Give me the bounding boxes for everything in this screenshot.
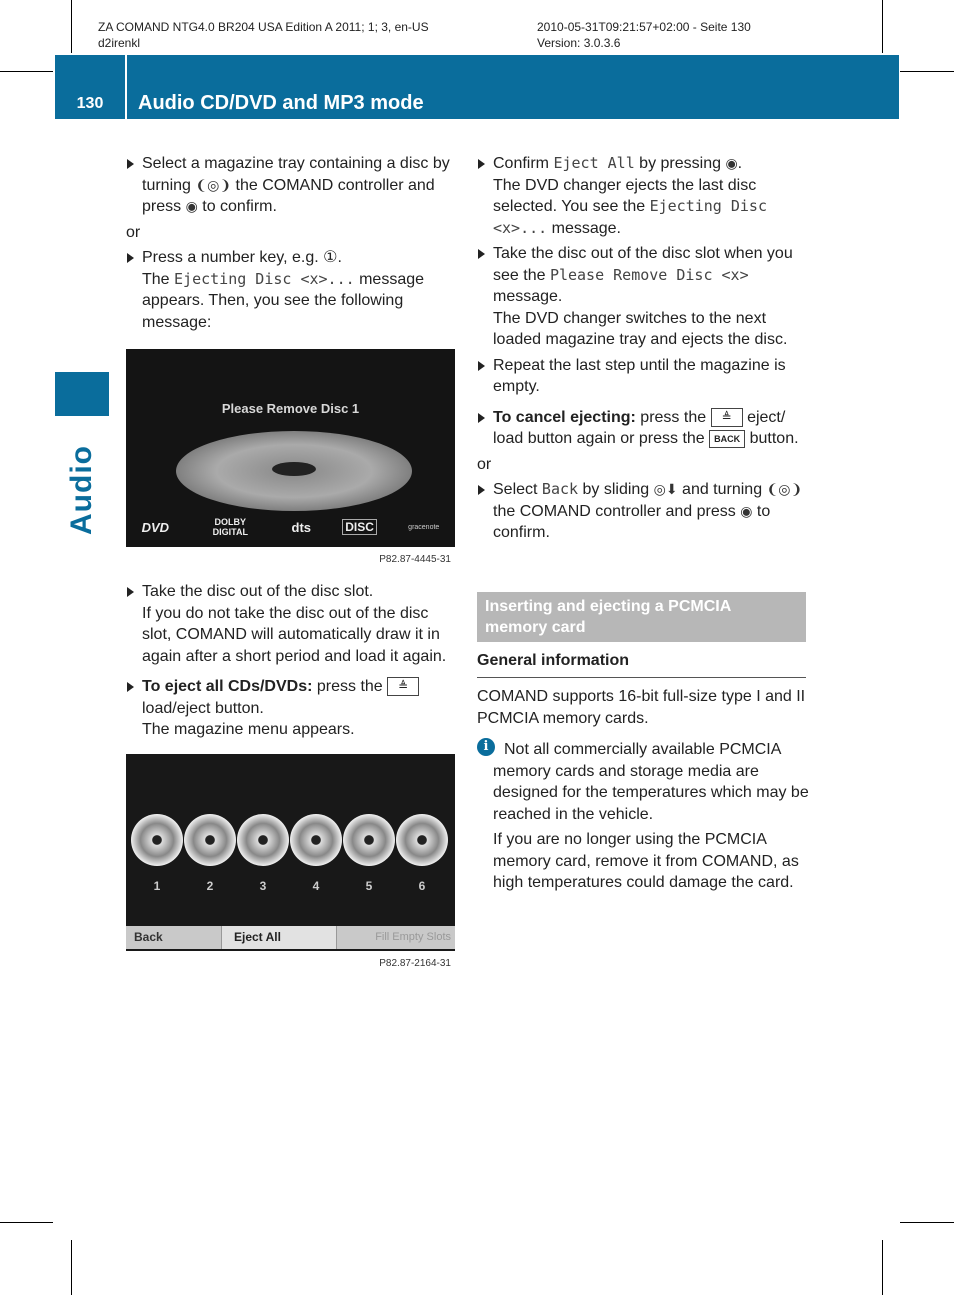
step-repeat: Repeat the last step until the magazine is empty. [477,355,811,398]
magazine-disc-icon[interactable] [290,814,342,866]
text: . [737,155,743,172]
text: The DVD changer switches to the next loaded magazine tray and ejects the disc. [493,309,788,348]
gracenote-logo: gracenote [408,523,440,531]
text: button. [745,430,799,447]
text: the COMAND controller and press [493,502,741,520]
meta-left-line1: ZA COMAND NTG4.0 BR204 USA Edition A 2011; 1; 3, en-US [98,20,429,34]
right-column-top [477,153,811,544]
text: Take the disc out of the disc slot when you see the [493,245,793,284]
text: eject/ load button again or press the [493,408,786,447]
section-heading-pcmcia [477,592,806,642]
magazine-disc-icon[interactable] [396,814,448,866]
turn-controller-icon: ❨◎❩ [195,176,232,193]
left-column-middle [126,581,460,741]
menu-item-back[interactable]: Back [134,930,163,944]
text: press the [635,408,711,426]
magazine-disc-number: 3 [259,879,267,893]
slide-controller-icon: ◎⬇ [653,481,678,497]
display-text: Back [541,480,579,498]
text: to confirm. [197,198,277,215]
display-text: Ejecting Disc <x>... [493,197,767,237]
left-column-top [126,153,460,333]
meta-right-line2: Version: 3.0.3.6 [537,36,621,50]
step-take-disc [126,581,460,667]
magazine-disc-icon[interactable] [237,814,289,866]
step-cancel-ejecting [477,407,811,450]
crop-mark [71,1240,72,1295]
disc-logo: DISC [342,519,377,535]
dolby-logo: DOLBY DIGITAL [212,517,248,537]
text: message. [547,219,621,237]
magazine-disc-number: 1 [153,879,161,893]
step-number-key [126,247,460,333]
text: message appears. Then, you see the following message: [142,270,425,331]
text: Take the disc out of the disc slot. [142,583,374,600]
section-heading-text: Inserting and ejecting a PCMCIA memory card [485,598,731,636]
crop-mark [882,0,883,53]
text: load/eject button. [142,699,264,717]
text: by sliding [578,481,654,498]
magazine-disc-icon[interactable] [184,814,236,866]
press-controller-icon: ◉ [725,155,738,171]
text: to confirm. [493,502,771,541]
step-select-tray [126,153,460,218]
right-column-bottom [477,686,811,729]
text: If you do not take the disc out of the disc slot, COMAND will automatically draw it in again after a short period and load it again. [142,604,447,665]
info-icon: i [477,738,495,756]
side-label: Audio [65,445,98,535]
dts-logo: dts [291,519,312,535]
text: Not all commercially available PCMCIA memory cards and storage media are designed for the temperatures which may be reached in the vehicle. [493,741,809,823]
side-tab [55,372,109,416]
eject-key-icon: ≜ [387,677,419,696]
dvd-logo: DVD [141,519,170,535]
image-code-2: P82.87-2164-31 [126,951,455,976]
logo-bar [126,509,455,545]
text: by pressing [634,155,726,172]
or-text: or [477,455,492,473]
back-key-icon: BACK [709,430,745,448]
or-text: or [126,223,141,241]
bold-text: To eject all CDs/DVDs: [142,678,313,695]
image-code-1: P82.87-4445-31 [126,547,455,572]
eject-key-icon: ≜ [711,408,743,427]
text: the COMAND controller and press [142,176,435,215]
display-text: Please Remove Disc <x> [549,265,749,284]
meta-right-line1: 2010-05-31T09:21:57+02:00 - Seite 130 [537,20,751,34]
text: The magazine menu appears. [142,721,355,738]
crop-mark [71,0,72,53]
display-text: Eject All [553,154,635,172]
magazine-disc-icon[interactable] [343,814,395,866]
press-controller-icon: ◉ [740,502,753,519]
chapter-title: Audio CD/DVD and MP3 mode [138,92,424,114]
magazine-disc-number: 5 [365,879,373,893]
display-text: Ejecting Disc <x>... [174,269,355,288]
text: The [142,270,175,288]
crop-mark [0,1222,53,1223]
disc-row [126,814,455,874]
menu-bar [126,926,455,949]
info-text-2: If you are no longer using the PCMCIA memory card, remove it from COMAND, as high temperatures could damage the card. [493,831,799,891]
magazine-disc-number: 4 [312,879,320,893]
meta-left-line2: d2irenkl [98,36,141,50]
magazine-disc-number: 2 [206,879,214,893]
step-select-back [477,479,811,544]
meta-left [98,19,429,51]
magazine-disc-icon[interactable] [131,814,183,866]
magazine-disc-number: 6 [418,879,426,893]
crop-mark [882,1240,883,1295]
bold-text: To cancel ejecting: [493,408,636,426]
step-eject-all [126,676,460,741]
crop-mark [0,71,53,72]
subheading-general-information: General information [477,652,806,678]
text: Press a number key, e.g. [142,249,324,266]
step-take-disc-when [477,243,811,351]
step-confirm-eject-all [477,153,811,239]
text: The DVD changer ejects the last disc selected. You see the [493,176,757,215]
pcmcia-paragraph: COMAND supports 16-bit full-size type I and II PCMCIA memory cards. [477,688,806,727]
text: Select a magazine tray containing a disc by turning [142,155,450,194]
text: press the [312,678,388,695]
number-key-icon: ① [323,249,338,266]
meta-right [537,19,751,51]
page-number: 130 [76,95,104,112]
screen-image-remove-disc [126,349,455,547]
disc-number-row [126,879,455,897]
crop-mark [900,1222,954,1223]
text: and turning [677,481,767,498]
header-separator [125,55,127,119]
turn-controller-icon: ❨◎❩ [766,481,803,497]
menu-item-fill-empty-slots[interactable]: Fill Empty Slots [375,931,451,943]
text: message. [493,288,563,305]
screen-image-magazine-menu [126,754,455,951]
info-note [493,739,811,894]
text: . [337,249,342,266]
text: Select [493,481,542,498]
press-controller-icon: ◉ [185,198,198,214]
info-text-1 [493,739,811,825]
crop-mark [900,71,954,72]
screen-title: Please Remove Disc 1 [221,401,360,416]
menu-item-eject-all[interactable]: Eject All [221,926,337,949]
text: Confirm [493,155,554,172]
